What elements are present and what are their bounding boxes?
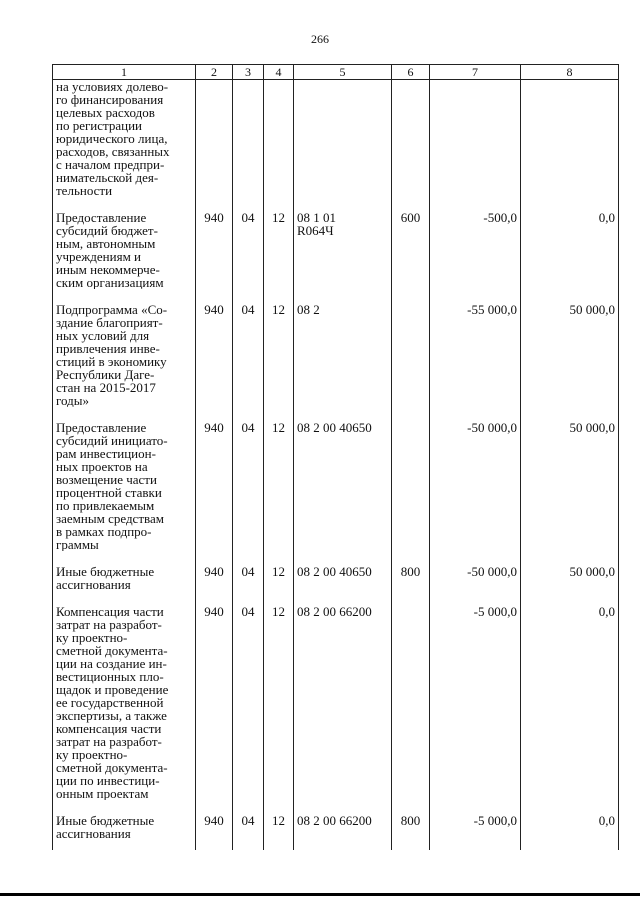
table-row: [53, 814, 619, 840]
row-name: Иные бюджетные ассигнования: [53, 565, 196, 591]
spacer-cell: [196, 197, 233, 211]
cell-amount-2: 0,0: [521, 211, 619, 289]
spacer-cell: [294, 551, 392, 565]
spacer-cell: [521, 551, 619, 565]
spacer-cell: [294, 407, 392, 421]
cell-amount-1: [430, 80, 521, 198]
spacer-cell: [294, 800, 392, 814]
spacer-cell: [196, 840, 233, 850]
page-number: 266: [311, 32, 329, 46]
header-row: [53, 65, 619, 80]
cell-subsection: 12: [264, 421, 294, 551]
spacer-cell: [53, 407, 196, 421]
cell-amount-2: 50 000,0: [521, 421, 619, 551]
cell-amount-1: -50 000,0: [430, 565, 521, 591]
cell-amount-2: 0,0: [521, 814, 619, 840]
spacer-cell: [53, 289, 196, 303]
table-row: [53, 303, 619, 407]
cell-expense-type: [392, 605, 430, 800]
spacer-cell: [264, 551, 294, 565]
spacer-cell: [264, 840, 294, 850]
cell-target-article: 08 2 00 66200: [294, 605, 392, 800]
cell-target-article: 08 1 01 R064Ч: [294, 211, 392, 289]
row-name: Предоставление субсидий инициато- рам инвестицион- ных проектов на возмещение части процентной ставки по привлекаемым заемным средствам в рамках подпро- граммы: [53, 421, 196, 551]
spacer-cell: [294, 289, 392, 303]
table-row: [53, 565, 619, 591]
cell-amount-2: 50 000,0: [521, 303, 619, 407]
spacer-cell: [430, 407, 521, 421]
spacer-cell: [196, 591, 233, 605]
table-body: [53, 80, 619, 851]
row-name: Компенсация части затрат на разработ- ку проектно- сметной документа- ции на создание ин- вестиционных пло- щадок и проведение ее государственной экспертизы, а также компенсация части затрат на разработ- ку проектно- сметной документа- ции по инвестици- онным проектам: [53, 605, 196, 800]
row-name: Предоставление субсидий бюджет- ным, автономным учреждениям и иным некоммерче- ским организациям: [53, 211, 196, 289]
cell-ministry: 940: [196, 421, 233, 551]
spacer-cell: [196, 551, 233, 565]
cell-amount-1: -5 000,0: [430, 605, 521, 800]
cell-section: 04: [233, 565, 264, 591]
col-header-3: 3: [233, 65, 264, 80]
spacer-cell: [294, 840, 392, 850]
spacer-cell: [233, 800, 264, 814]
spacer-cell: [430, 840, 521, 850]
spacer-cell: [392, 591, 430, 605]
spacer-cell: [430, 551, 521, 565]
spacer-cell: [196, 800, 233, 814]
spacer-cell: [430, 591, 521, 605]
col-header-6: 6: [392, 65, 430, 80]
spacer-cell: [294, 591, 392, 605]
table-row: [53, 605, 619, 800]
table-row: [53, 421, 619, 551]
cell-target-article: 08 2: [294, 303, 392, 407]
row-spacer: [53, 407, 619, 421]
cell-amount-1: -5 000,0: [430, 814, 521, 840]
cell-ministry: 940: [196, 605, 233, 800]
spacer-cell: [264, 591, 294, 605]
row-name: на условиях долево- го финансирования целевых расходов по регистрации юридического лица, расходов, связанных с началом предпри- нимательской дея- тельности: [53, 80, 196, 198]
spacer-cell: [521, 591, 619, 605]
spacer-cell: [53, 591, 196, 605]
col-header-5: 5: [294, 65, 392, 80]
cell-amount-2: [521, 80, 619, 198]
spacer-cell: [521, 840, 619, 850]
cell-amount-2: 0,0: [521, 605, 619, 800]
budget-table: [52, 64, 619, 850]
cell-ministry: 940: [196, 211, 233, 289]
cell-subsection: 12: [264, 565, 294, 591]
cell-subsection: [264, 80, 294, 198]
spacer-cell: [392, 197, 430, 211]
row-spacer: [53, 800, 619, 814]
spacer-cell: [430, 800, 521, 814]
table-row: [53, 211, 619, 289]
cell-expense-type: 800: [392, 565, 430, 591]
spacer-cell: [430, 289, 521, 303]
spacer-cell: [53, 840, 196, 850]
spacer-cell: [233, 840, 264, 850]
spacer-cell: [233, 197, 264, 211]
cell-ministry: 940: [196, 303, 233, 407]
spacer-cell: [521, 800, 619, 814]
cell-expense-type: [392, 421, 430, 551]
cell-amount-1: -50 000,0: [430, 421, 521, 551]
spacer-cell: [392, 800, 430, 814]
spacer-cell: [233, 551, 264, 565]
cell-subsection: 12: [264, 814, 294, 840]
cell-subsection: 12: [264, 211, 294, 289]
spacer-cell: [264, 800, 294, 814]
spacer-cell: [196, 407, 233, 421]
cell-section: 04: [233, 303, 264, 407]
spacer-cell: [392, 289, 430, 303]
row-spacer: [53, 591, 619, 605]
bottom-rule: [0, 893, 640, 896]
spacer-cell: [392, 407, 430, 421]
spacer-cell: [264, 407, 294, 421]
spacer-cell: [294, 197, 392, 211]
spacer-cell: [264, 197, 294, 211]
cell-section: 04: [233, 211, 264, 289]
spacer-cell: [233, 407, 264, 421]
col-header-1: 1: [53, 65, 196, 80]
col-header-7: 7: [430, 65, 521, 80]
cell-ministry: [196, 80, 233, 198]
row-name: Иные бюджетные ассигнования: [53, 814, 196, 840]
cell-amount-1: -500,0: [430, 211, 521, 289]
cell-subsection: 12: [264, 605, 294, 800]
cell-ministry: 940: [196, 565, 233, 591]
spacer-cell: [53, 800, 196, 814]
cell-section: [233, 80, 264, 198]
row-spacer: [53, 289, 619, 303]
col-header-4: 4: [264, 65, 294, 80]
spacer-cell: [264, 289, 294, 303]
cell-expense-type: [392, 303, 430, 407]
spacer-cell: [521, 407, 619, 421]
row-spacer: [53, 197, 619, 211]
cell-target-article: 08 2 00 40650: [294, 421, 392, 551]
col-header-8: 8: [521, 65, 619, 80]
cell-amount-2: 50 000,0: [521, 565, 619, 591]
spacer-cell: [196, 289, 233, 303]
cell-section: 04: [233, 605, 264, 800]
spacer-cell: [392, 840, 430, 850]
spacer-cell: [392, 551, 430, 565]
cell-target-article: 08 2 00 66200: [294, 814, 392, 840]
spacer-cell: [233, 289, 264, 303]
col-header-2: 2: [196, 65, 233, 80]
cell-target-article: [294, 80, 392, 198]
spacer-cell: [53, 551, 196, 565]
spacer-cell: [521, 289, 619, 303]
row-spacer: [53, 551, 619, 565]
cell-expense-type: 800: [392, 814, 430, 840]
spacer-cell: [233, 591, 264, 605]
row-spacer: [53, 840, 619, 850]
cell-amount-1: -55 000,0: [430, 303, 521, 407]
cell-expense-type: [392, 80, 430, 198]
cell-section: 04: [233, 421, 264, 551]
cell-subsection: 12: [264, 303, 294, 407]
row-name: Подпрограмма «Со- здание благоприят- ных условий для привлечения инве- стиций в экономику Республики Даге- стан на 2015-2017 годы»: [53, 303, 196, 407]
cell-expense-type: 600: [392, 211, 430, 289]
table-row: [53, 80, 619, 198]
spacer-cell: [430, 197, 521, 211]
cell-target-article: 08 2 00 40650: [294, 565, 392, 591]
cell-ministry: 940: [196, 814, 233, 840]
cell-section: 04: [233, 814, 264, 840]
spacer-cell: [521, 197, 619, 211]
spacer-cell: [53, 197, 196, 211]
